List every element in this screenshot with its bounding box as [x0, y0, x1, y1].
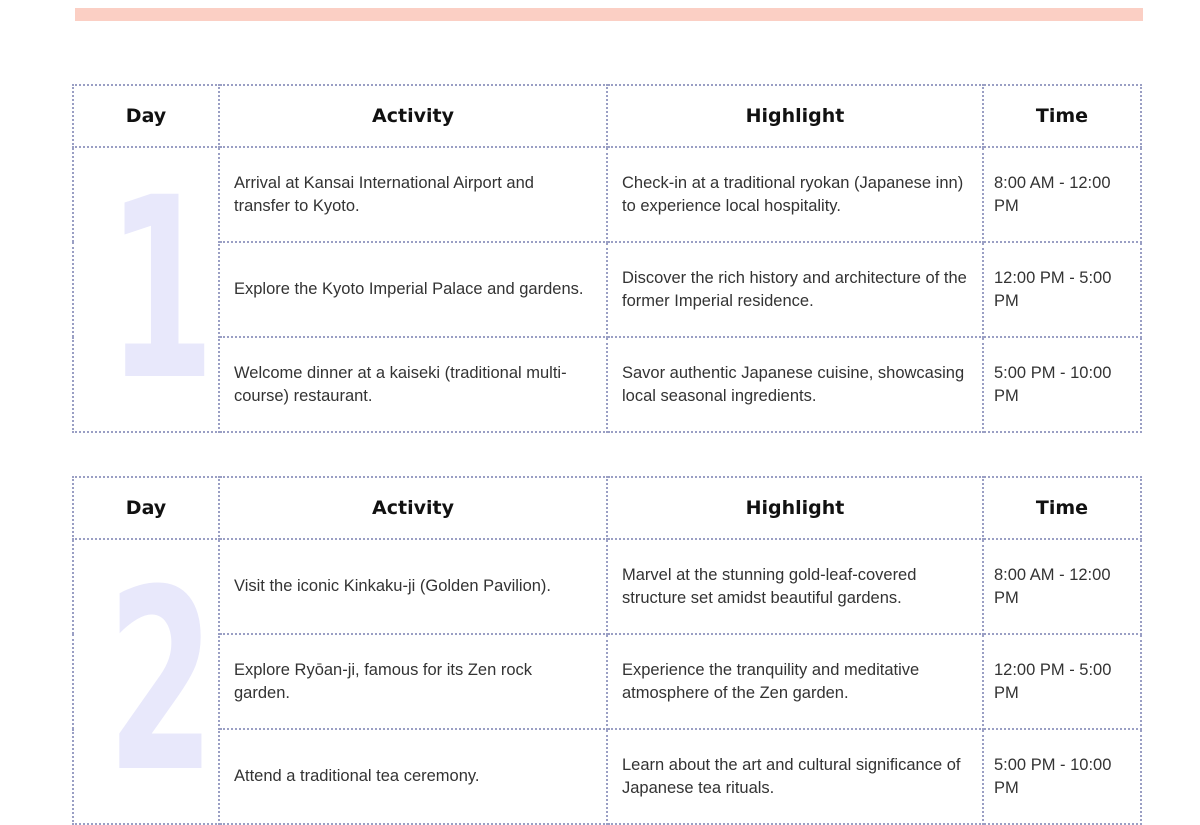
activity-cell: Explore the Kyoto Imperial Palace and gardens.	[219, 242, 607, 337]
table-row	[73, 147, 1141, 242]
decorative-top-bar	[75, 8, 1143, 21]
time-cell: 12:00 PM - 5:00 PM	[983, 634, 1141, 729]
table-header-row	[73, 477, 1141, 539]
header-time: Time	[983, 477, 1141, 539]
highlight-cell: Discover the rich history and architecture of the former Imperial residence.	[607, 242, 983, 337]
header-activity: Activity	[219, 85, 607, 147]
activity-cell: Welcome dinner at a kaiseki (traditional multi-course) restaurant.	[219, 337, 607, 432]
itinerary-table-day-1	[72, 84, 1142, 433]
highlight-cell: Experience the tranquility and meditative atmosphere of the Zen garden.	[607, 634, 983, 729]
activity-cell: Visit the iconic Kinkaku-ji (Golden Pavilion).	[219, 539, 607, 634]
header-highlight: Highlight	[607, 477, 983, 539]
day-number: 1	[107, 147, 215, 432]
day-number-cell	[73, 147, 219, 432]
time-cell: 5:00 PM - 10:00 PM	[983, 729, 1141, 824]
table-header-row	[73, 85, 1141, 147]
header-day: Day	[73, 477, 219, 539]
time-cell: 8:00 AM - 12:00 PM	[983, 147, 1141, 242]
highlight-cell: Learn about the art and cultural significance of Japanese tea rituals.	[607, 729, 983, 824]
day-number-cell	[73, 539, 219, 824]
header-highlight: Highlight	[607, 85, 983, 147]
table-row	[73, 729, 1141, 824]
highlight-cell: Savor authentic Japanese cuisine, showcasing local seasonal ingredients.	[607, 337, 983, 432]
time-cell: 5:00 PM - 10:00 PM	[983, 337, 1141, 432]
activity-cell: Arrival at Kansai International Airport and transfer to Kyoto.	[219, 147, 607, 242]
table-row	[73, 539, 1141, 634]
table-row	[73, 242, 1141, 337]
activity-cell: Attend a traditional tea ceremony.	[219, 729, 607, 824]
header-activity: Activity	[219, 477, 607, 539]
highlight-cell: Marvel at the stunning gold-leaf-covered structure set amidst beautiful gardens.	[607, 539, 983, 634]
time-cell: 8:00 AM - 12:00 PM	[983, 539, 1141, 634]
table-row	[73, 634, 1141, 729]
highlight-cell: Check-in at a traditional ryokan (Japanese inn) to experience local hospitality.	[607, 147, 983, 242]
table-row	[73, 337, 1141, 432]
activity-cell: Explore Ryōan-ji, famous for its Zen rock garden.	[219, 634, 607, 729]
header-day: Day	[73, 85, 219, 147]
time-cell: 12:00 PM - 5:00 PM	[983, 242, 1141, 337]
itinerary-table-day-2	[72, 476, 1142, 825]
header-time: Time	[983, 85, 1141, 147]
day-number: 2	[107, 539, 215, 824]
